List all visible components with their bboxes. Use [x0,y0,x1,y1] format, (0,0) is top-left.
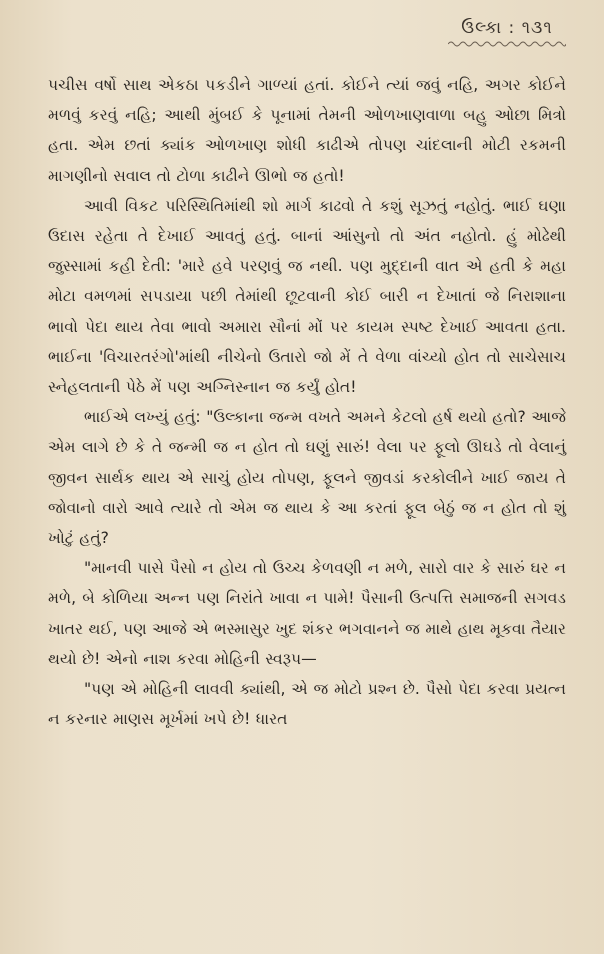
wavy-underline-ornament [448,40,566,48]
page-body [48,70,566,734]
paragraph-3: ભાઈએ લખ્યું હતું: "ઉલ્કાના જન્મ વખતે અમને કેટલો હર્ષ થયો હતો? આજે એમ લાગે છે કે તે જન્મી જ ન હોત તો ઘણું સારું! વેલા પર ફૂલો ઊઘડે તો વેલાનું જીવન સાર્થક થાય એ સાચું હોય તોપણ, ફૂલને જીવડાં કરકોલીને ખાઈ જાય તે જોવાનો વારો આવે ત્યારે તો એમ જ થાય કે આ કરતાં ફૂલ બેઠું જ ન હોત તો શું ખોટું હતું? [48,408,566,548]
paragraph-1: પચીસ વર્ષો સાથ એકઠા પકડીને ગાળ્યાં હતાં. કોઈને ત્યાં જવું નહિ, અગર કોઈને મળવું કરવું નહિ; આથી મુંબઈ કે પૂનામાં તેમની ઓળખાણવાળા બહુ ઓછા મિત્રો હતા. એમ છતાં ક્યાંક ઓળખાણ શોધી કાઢીએ તોપણ ચાંદલાની મોટી રકમની માગણીનો સવાલ તો ટોળા કાઢીને ઊભો જ હતો! [48,76,566,185]
paragraph-4: "માનવી પાસે પૈસો ન હોય તો ઉચ્ચ કેળવણી ન મળે, સારો વાર કે સારું ઘર ન મળે, બે કોળિયા અન્ન પણ નિરાંતે ખાવા ન પામે! પૈસાની ઉત્પત્તિ સમાજની સગવડ ખાતર થઈ, પણ આજે એ ભસ્માસુર ખુદ શંકર ભગવાનને જ માથે હાથ મૂકવા તૈયાર થયો છે! એનો નાશ કરવા મોહિની સ્વરૂપ— [48,559,566,668]
running-header [448,18,566,48]
running-title: ઉલ્કા : ૧૩૧ [461,18,553,38]
paragraph-5: "પણ એ મોહિની લાવવી ક્યાંથી, એ જ મોટો પ્રશ્ન છે. પૈસો પેદા કરવા પ્રયત્ન ન કરનાર માણસ મૂર્ખમાં ખપે છે! ધારત [48,680,566,729]
page-header [48,18,566,70]
paragraph-2: આવી વિકટ પરિસ્થિતિમાંથી શો માર્ગ કાઢવો તે કશું સૂઝતું નહોતું. ભાઈ ઘણા ઉદાસ રહેતા તે દેખાઈ આવતું હતું. બાનાં આંસુનો તો અંત નહોતો. હું મોઢેથી જુસ્સામાં કહી દેતી: 'મારે હવે પરણવું જ નથી. પણ મુદ્દાની વાત એ હતી કે મહા મોટા વમળમાં સપડાયા પછી તેમાંથી છૂટવાની કોઈ બારી ન દેખાતાં જે નિરાશાના ભાવો પેદા થાય તેવા ભાવો અમારા સૌનાં મોં પર કાયમ સ્પષ્ટ દેખાઈ આવતા હતા. ભાઈના 'વિચારતરંગો'માંથી નીચેનો ઉતારો જો મેં તે વેળા વાંચ્યો હોત તો સાચેસાચ સ્નેહલતાની પેઠે મેં પણ અગ્નિસ્નાન જ કર્યું હોત! [48,196,566,397]
